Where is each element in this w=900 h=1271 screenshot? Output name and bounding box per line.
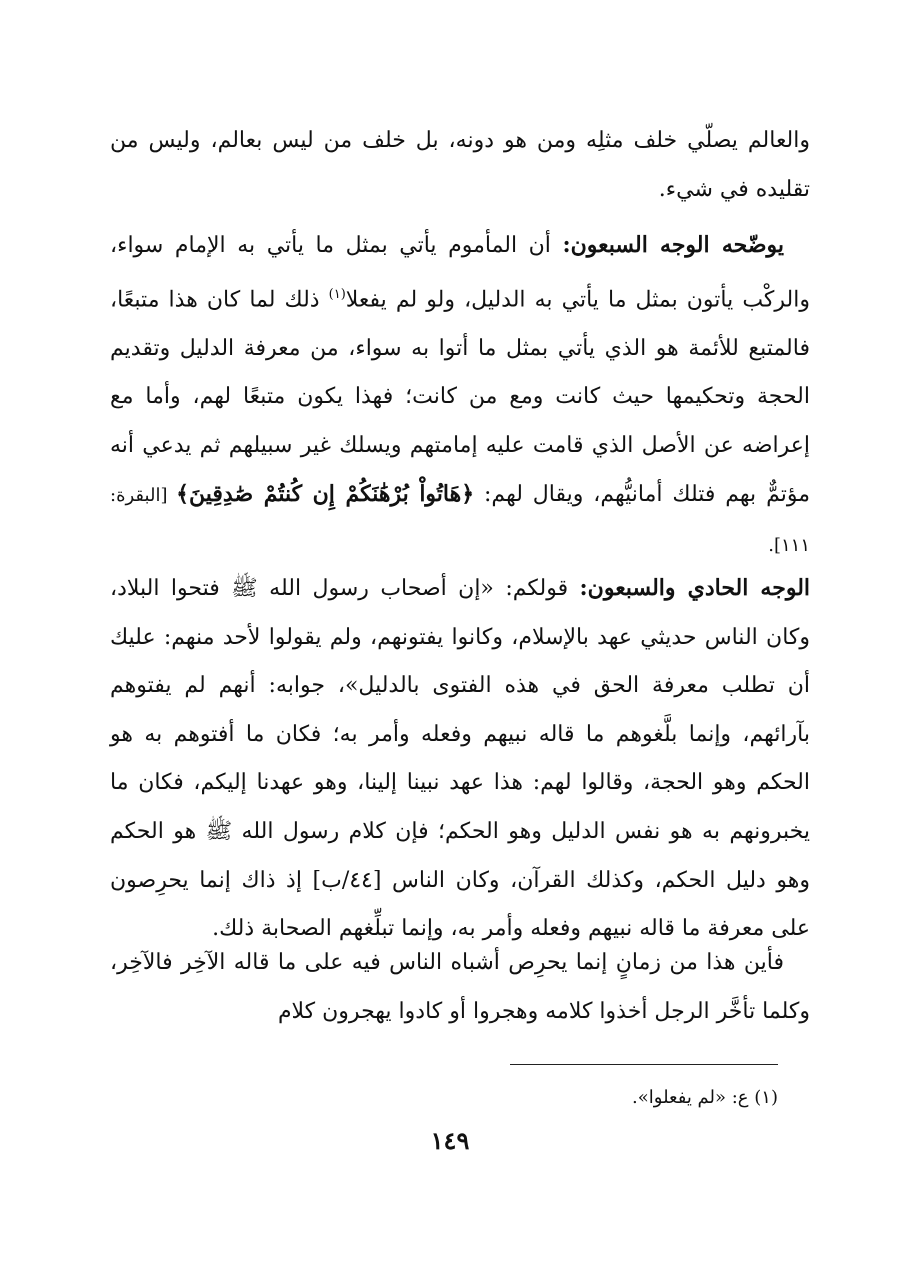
paragraph-2-text-a: أن المأموم يأتي بمثل ما يأتي به الإمام سواء، والركْب يأتون بمثل ما يأتي به الدليل، ولو لم يفعلا bbox=[110, 233, 810, 312]
paragraph-1 bbox=[110, 117, 810, 214]
paragraph-3-text: قولكم: «إن أصحاب رسول الله ﷺ فتحوا البلاد، وكان الناس حديثي عهد بالإسلام، وكانوا يفتونهم، ولم يقولوا لأحد منهم: عليك أن تطلب معرفة الحق في هذه الفتوى بالدليل»، جوابه: أنهم لم يفتوهم بآرائهم، وإنما بلَّغوهم ما قاله نبيهم وفعله وأمر به؛ فكان ما أفتوهم به هو الحكم وهو الحجة، وقالوا لهم: هذا عهد نبينا إلينا، وهو عهدنا إليكم، فكان ما يخبرونهم به هو نفس الدليل وهو الحكم؛ فإن كلام رسول الله ﷺ هو الحكم وهو دليل الحكم، وكذلك القرآن، وكان الناس [٤٤/ب] إذ ذاك إنما يحرِصون على معرفة ما قاله نبيهم وفعله وأمر به، وإنما تبلِّغهم الصحابة ذلك. bbox=[110, 576, 810, 942]
paragraph-2-body bbox=[110, 221, 810, 570]
footnote-divider bbox=[510, 1064, 778, 1065]
paragraph-3 bbox=[110, 564, 810, 954]
verse-citation: [البقرة: ١١١]. bbox=[110, 485, 810, 556]
paragraph-2-text-b: ذلك لما كان هذا متبعًا، فالمتبع للأئمة هو الذي يأتي بمثل ما أتوا به سواء، من معرفة الدليل وتقديم الحجة وتحكيمها حيث كانت ومع من كانت؛ فهذا يكون متبعًا لهم، وأما مع إعراضه عن الأصل الذي قامت عليه إمامتهم ويسلك غير سبيلهم ثم يدعي أنه مؤتمٌّ بهم فتلك أمانيُّهم، ويقال لهم: bbox=[110, 286, 810, 508]
paragraph-2 bbox=[110, 221, 810, 570]
paragraph-3-body bbox=[110, 564, 810, 954]
section-heading-seventieth: يوضّحه الوجه السبعون: bbox=[562, 232, 784, 258]
footnote-reference: (١) bbox=[328, 286, 346, 302]
paragraph-1-text: والعالم يصلّي خلف مثلِه ومن هو دونه، بل خلف من ليس بعالم، وليس من تقليده في شيء. bbox=[110, 128, 810, 202]
section-heading-seventy-first: الوجه الحادي والسبعون: bbox=[579, 575, 811, 601]
quran-verse: ﴿هَاتُواْ بُرْهَٰنَكُمْ إِن كُنتُمْ صَٰدِقِينَ﴾ bbox=[176, 481, 475, 508]
page-number: ١٤٩ bbox=[430, 1126, 470, 1155]
paragraph-4 bbox=[110, 939, 810, 1036]
paragraph-4-text: فأين هذا من زمانٍ إنما يحرِص أشباه الناس فيه على ما قاله الآخِر فالآخِر، وكلما تأخَّر الرجل أخذوا كلامه وهجروا أو كادوا يهجرون كلام bbox=[110, 950, 810, 1024]
footnote: (١) ع: «لم يفعلوا». bbox=[632, 1087, 778, 1108]
